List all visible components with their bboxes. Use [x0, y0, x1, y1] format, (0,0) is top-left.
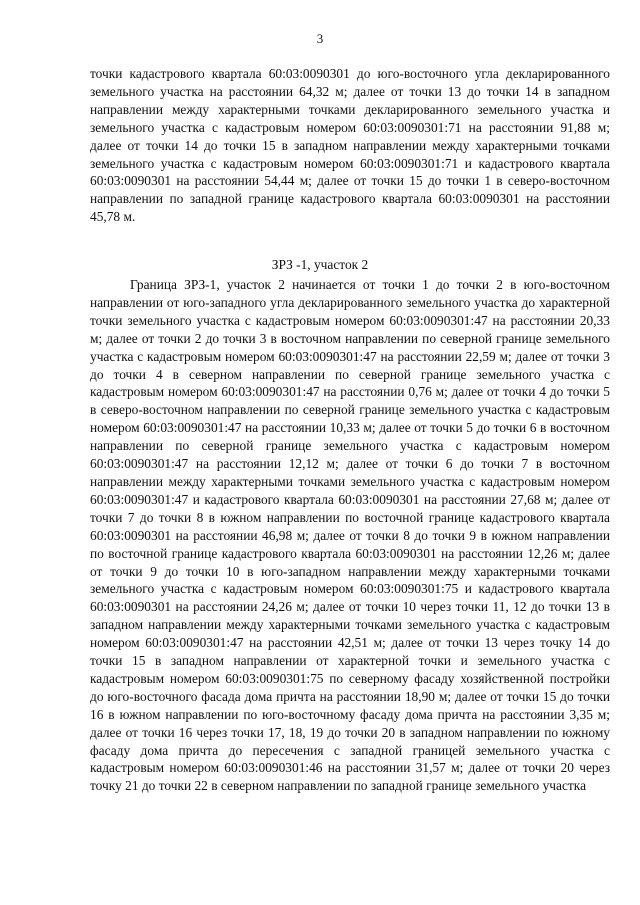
section-heading: ЗРЗ -1, участок 2	[271, 257, 369, 272]
page-number: 3	[316, 31, 324, 46]
paragraph-boundary-description: Граница ЗРЗ-1, участок 2 начинается от точки 1 до точки 2 в юго-восточном направлении от юго-западного угла декларированного земельного участка до характерной точки земельного участка с кадастровым номером 60:03:0090301:47 на расстоянии 20,33 м; далее от точки 2 до точки 3 в восточном направлении по северной границе земельного участка с кадастровым номером 60:03:0090301:47 на расстоянии 22,59 м; далее от точки 3 до точки 4 в северном направлении по северной границе земельного участка с кадастровым номером 60:03:0090301:47 на расстоянии 0,76 м; далее от точки 4 до точки 5 в северо-восточном направлении по северной границе земельного участка с кадастровым номером 60:03:0090301:47 на расстоянии 10,33 м; далее от точки 5 до точки 6 в восточном направлении по северной границе земельного участка с кадастровым номером 60:03:0090301:47 на расстоянии 12,12 м; далее от точки 6 до точки 7 в восточном направлении между характерными точками земельного участка с кадастровым номером 60:03:0090301:47 и кадастрового квартала 60:03:0090301 на расстоянии 27,68 м; далее от точки 7 до точки 8 в южном направлении по восточной границе кадастрового квартала 60:03:0090301 на расстоянии 46,98 м; далее от точки 8 до точки 9 в южном направлении по восточной границе кадастрового квартала 60:03:0090301 на расстоянии 12,26 м; далее от точки 9 до точки 10 в юго-западном направлении между характерными точками земельного участка с кадастровым номером 60:03:0090301:75 и кадастрового квартала 60:03:0090301 на расстоянии 24,26 м; далее от точки 10 через точки 11, 12 до точки 13 в западном направлении между характерными точками земельного участка с кадастровым номером 60:03:0090301:47 на расстоянии 42,51 м; далее от точки 13 через точку 14 до точки 15 в западном направлении от характерной точки и земельного участка с кадастровым номером 60:03:0090301:75 по северному фасаду хозяйственной постройки до юго-восточного фасада дома причта на расстоянии 18,90 м; далее от точки 15 до точки 16 в южном направлении по юго-восточному фасаду дома причта на расстоянии 3,35 м; далее от точки 16 через точки 17, 18, 19 до точки 20 в западном направлении по южному фасаду дома причта до пересечения с западной границей земельного участка с кадастровым номером 60:03:0090301:46 на расстоянии 31,57 м; далее от точки 20 через точку 21 до точки 22 в северном направлении по западной границе земельного участка	[90, 277, 610, 794]
paragraph-continuation: точки кадастрового квартала 60:03:0090301 до юго-восточного угла декларированного земельного участка на расстоянии 64,32 м; далее от точки 13 до точки 14 в западном направлении между характерными точками декларированного земельного участка и земельного участка с кадастровым номером 60:03:0090301:71 на расстоянии 91,88 м; далее от точки 14 до точки 15 в западном направлении между характерными точками земельного участка с кадастровым номером 60:03:0090301:71 и кадастрового квартала 60:03:0090301 на расстоянии 54,44 м; далее от точки 15 до точки 1 в северо-восточном направлении по западной границе кадастрового квартала 60:03:0090301 на расстоянии 45,78 м.	[90, 66, 610, 225]
